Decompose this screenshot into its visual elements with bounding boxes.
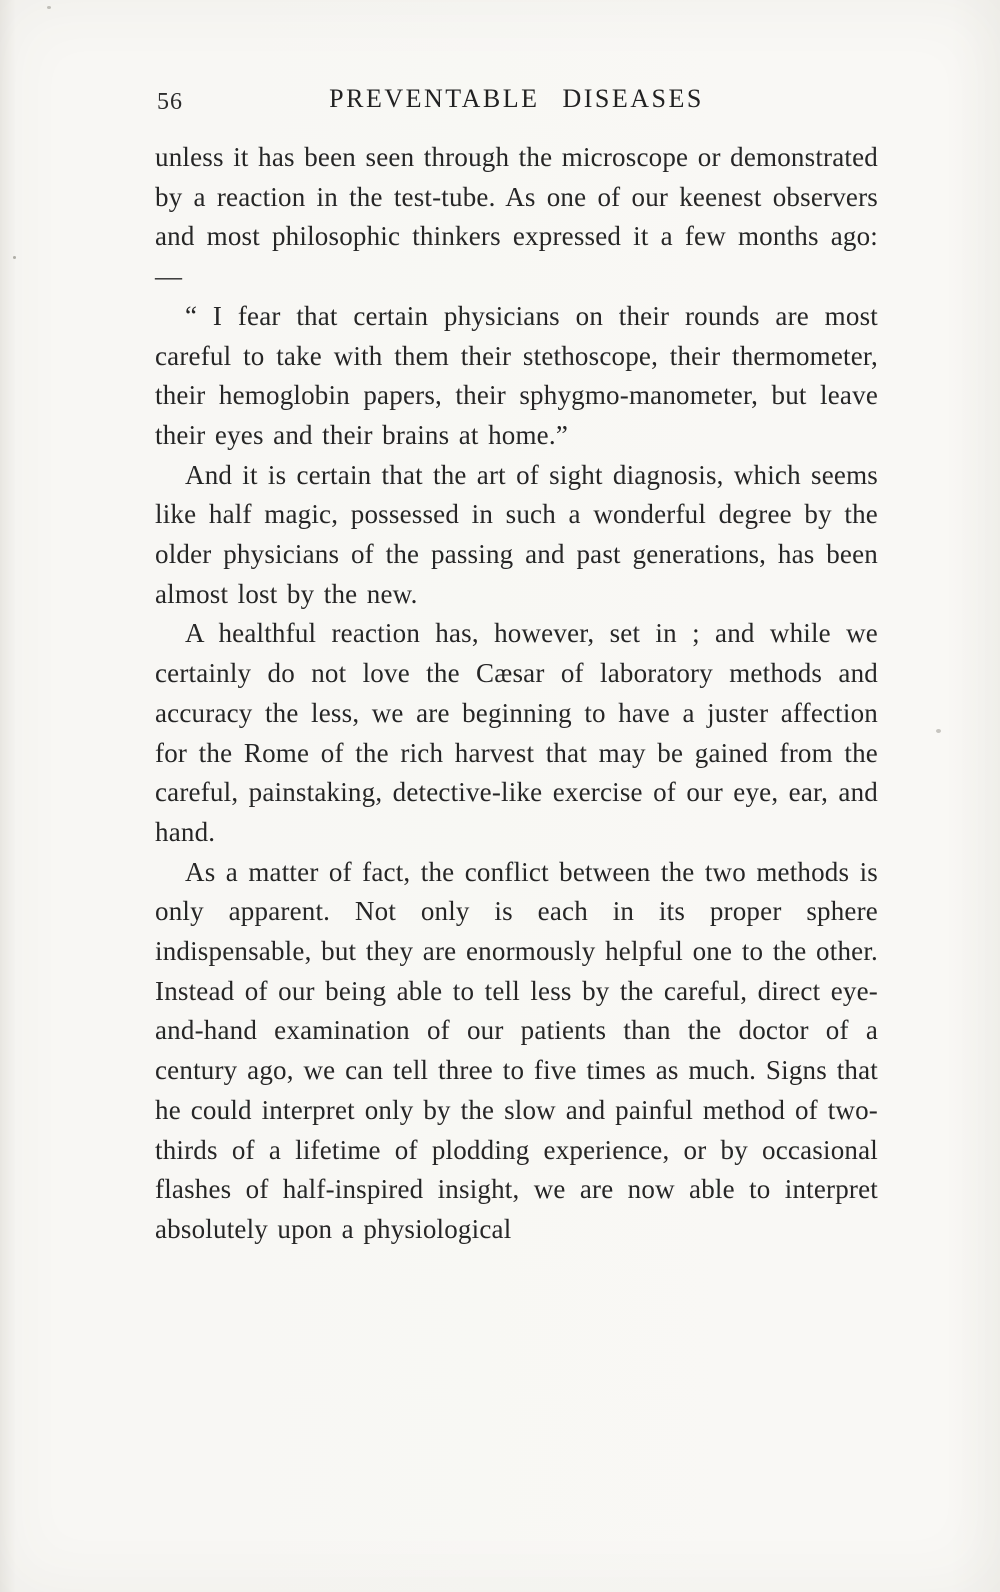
paragraph: A healthful reaction has, however, set in ; and while we certainly do not love the Cæsar of laboratory methods and accuracy the less, we are beginning to have a juster affection for the Rome of the rich harvest that may be gained from the careful, painstaking, detective-like exercise of our eye, ear, and hand.	[155, 618, 878, 847]
scan-artifact	[47, 6, 51, 9]
paragraph-continuation: unless it has been seen through the microscope or demonstrated by a reaction in the test-tube. As one of our keenest observers and most philosophic thinkers expressed it a few months ago: —	[155, 142, 878, 292]
scan-artifact	[936, 729, 941, 733]
paragraph-quote: “ I fear that certain physicians on their rounds are most careful to take with them their stethoscope, their thermometer, their hemoglobin papers, their sphygmo-manometer, but leave their eyes and their brains at home.”	[155, 300, 878, 450]
page-header	[155, 84, 878, 122]
paragraph: And it is certain that the art of sight diagnosis, which seems like half magic, possessed in such a wonderful degree by the older physicians of the passing and past generations, has been almost lost by the new.	[155, 459, 878, 609]
paragraph: As a matter of fact, the conflict between the two methods is only apparent. Not only is each in its proper sphere indispensable, but they are enormously helpful one to the other. Instead of our being able to tell less by the careful, direct eye-and-hand examination of our patients than the doctor of a century ago, we can tell three to five times as much. Signs that he could interpret only by the slow and painful method of two-thirds of a lifetime of plodding experience, or by occasional flashes of half-inspired insight, we are now able to interpret absolutely upon a physiological	[155, 856, 878, 1244]
page-number: 56	[157, 89, 183, 115]
page-body	[155, 138, 878, 1250]
scan-artifact	[13, 256, 16, 259]
running-title: PREVENTABLE DISEASES	[329, 84, 704, 113]
